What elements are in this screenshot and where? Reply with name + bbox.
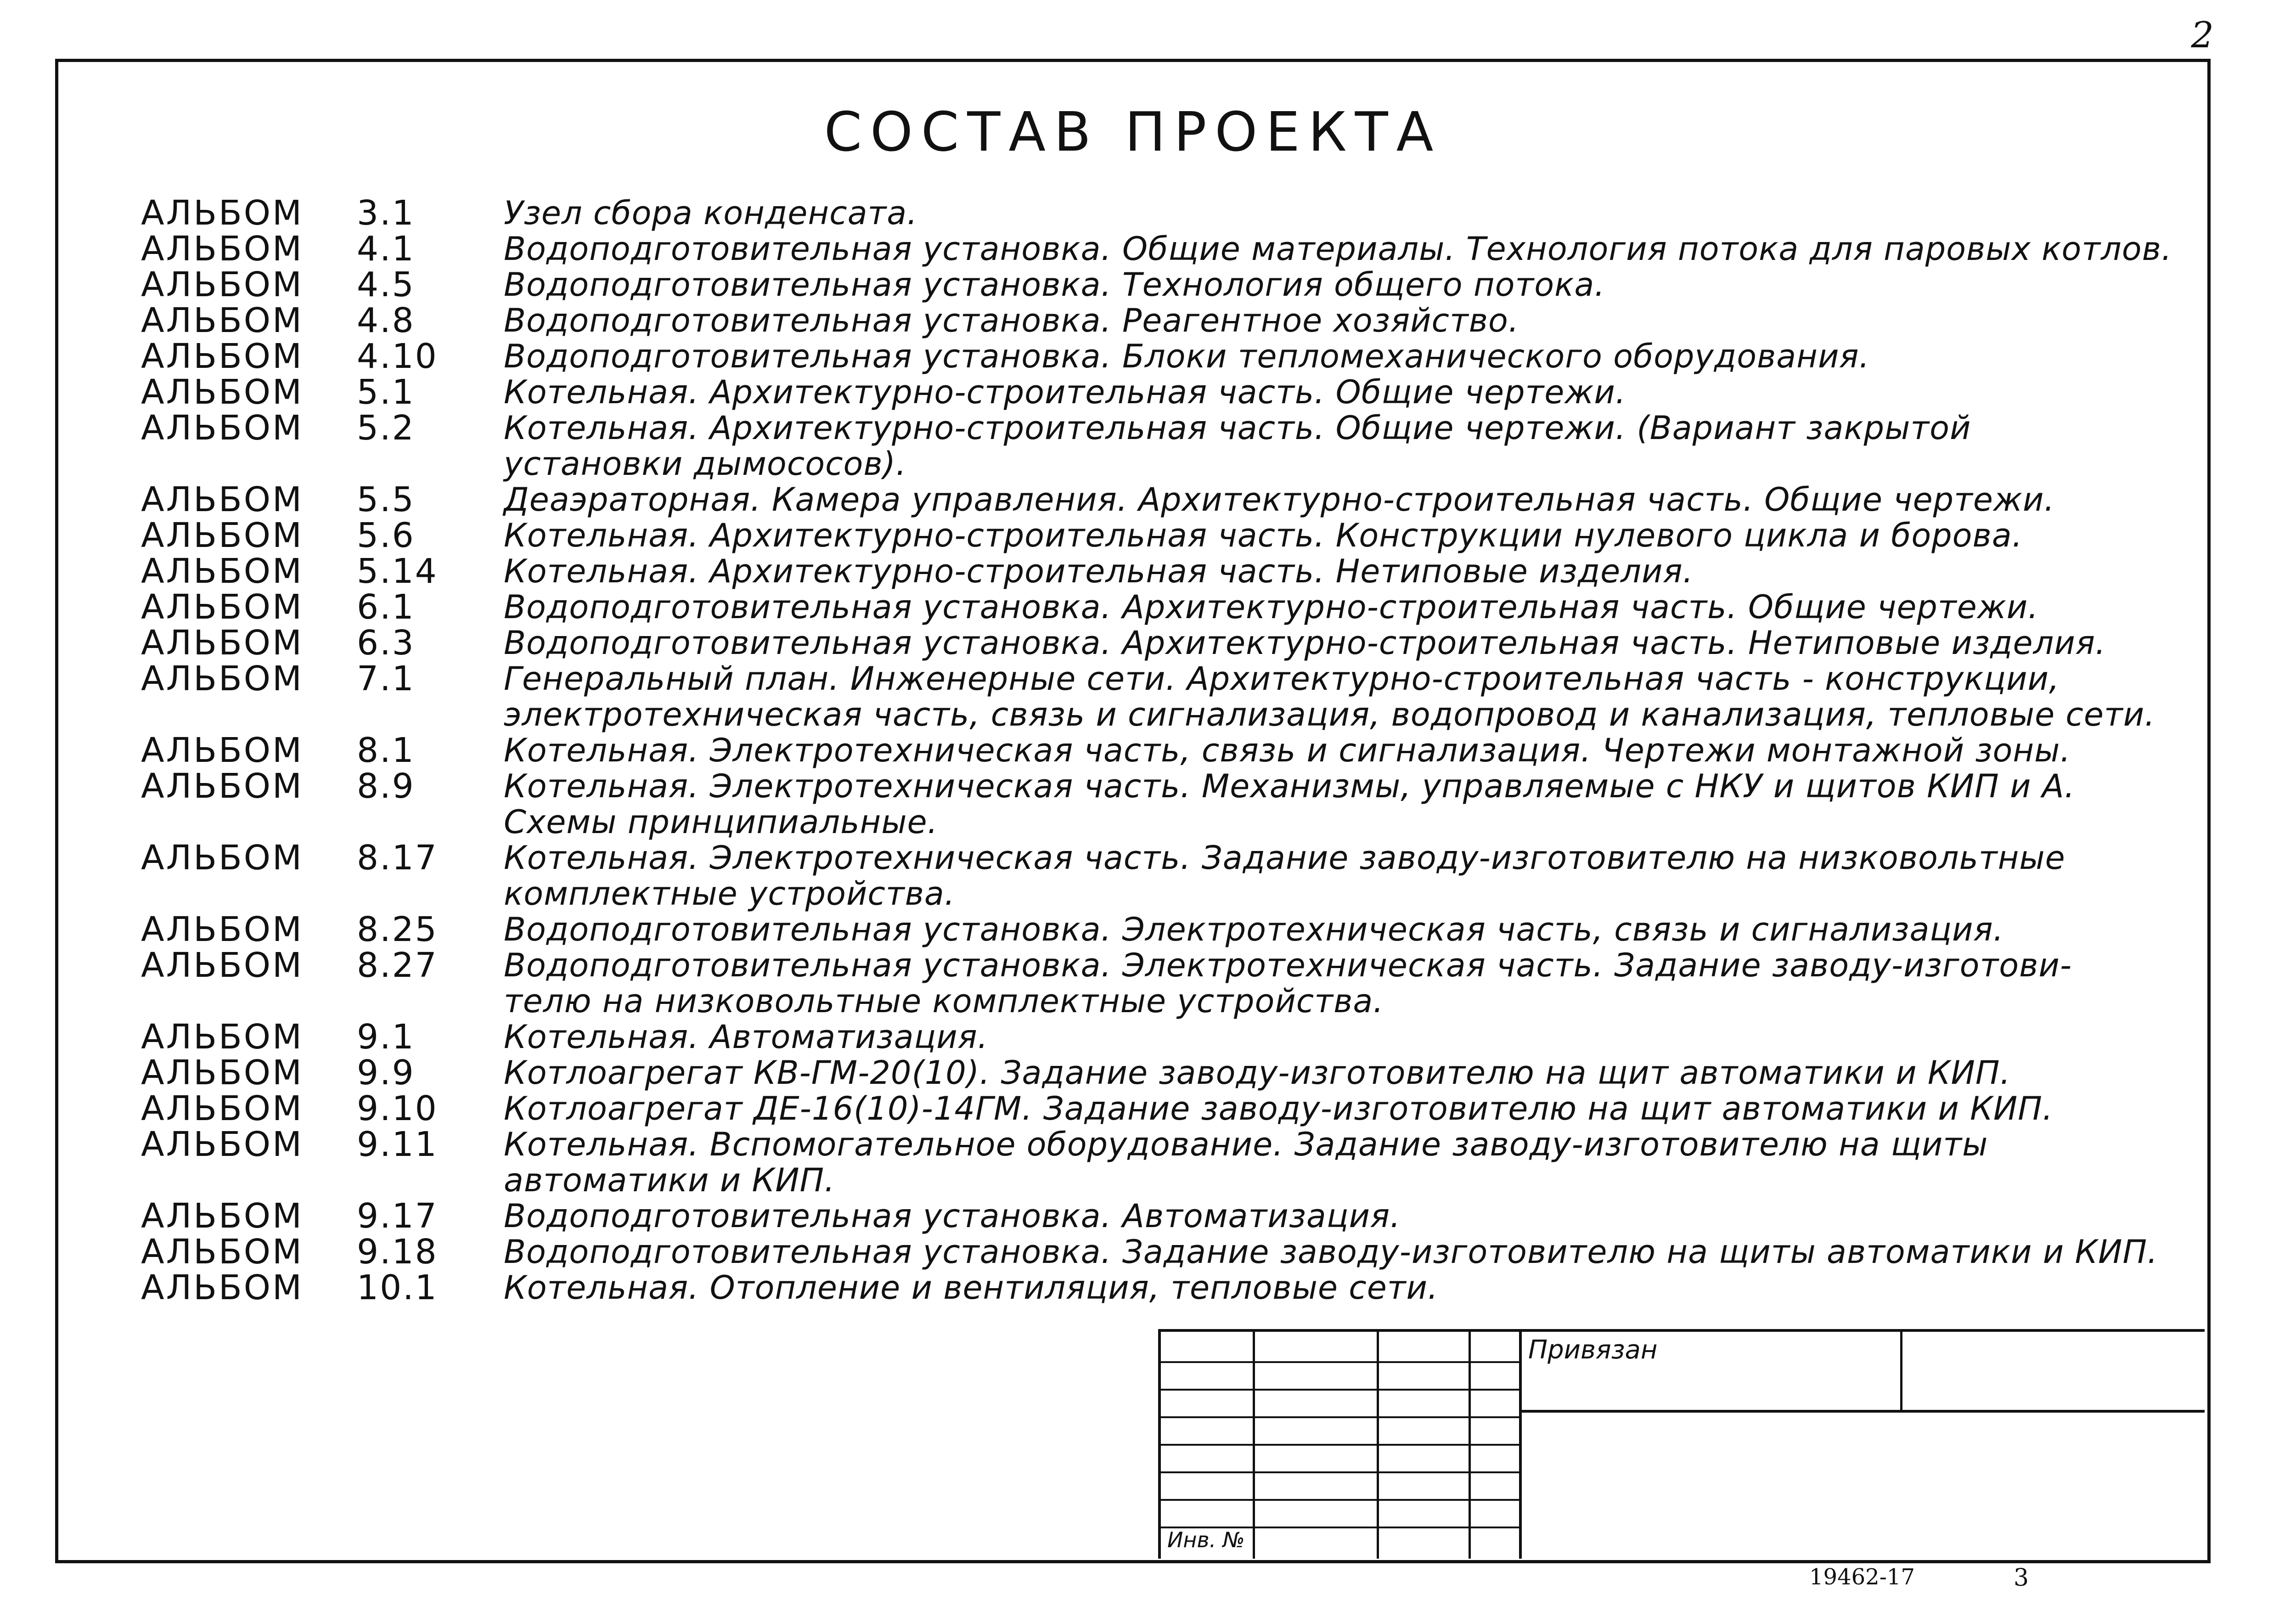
album-row (141, 410, 2194, 482)
document-code: 19462-17 (1809, 1564, 1915, 1590)
album-description-line: Водоподготовительная установка. Архитектурно-строительная часть. Нетиповые изделия. (504, 624, 2106, 662)
album-number: 5.2 (357, 408, 415, 448)
album-description (504, 1198, 2194, 1234)
album-description-line: телю на низковольтные комплектные устройства. (504, 982, 1384, 1020)
album-row (141, 625, 2194, 661)
album-description-line: Водоподготовительная установка. Блоки тепломеханического оборудования. (504, 338, 1870, 375)
album-label: АЛЬБОМ (141, 1017, 304, 1057)
album-number: 6.1 (357, 587, 415, 627)
album-description-line: Водоподготовительная установка. Электротехническая часть, связь и сигнализация. (504, 911, 2004, 948)
album-label: АЛЬБОМ (141, 1125, 304, 1164)
album-description (504, 840, 2194, 912)
album-description-line: Котельная. Отопление и вентиляция, тепловые сети. (504, 1269, 1439, 1307)
album-label: АЛЬБОМ (141, 552, 304, 591)
album-label: АЛЬБОМ (141, 1196, 304, 1236)
album-number: 3.1 (357, 193, 415, 233)
album-description (504, 1234, 2194, 1270)
album-row (141, 947, 2194, 1019)
album-row (141, 482, 2194, 518)
album-label: АЛЬБОМ (141, 480, 304, 519)
album-label: АЛЬБОМ (141, 337, 304, 376)
album-row (141, 1091, 2194, 1127)
album-description (504, 518, 2194, 553)
album-description (504, 553, 2194, 589)
grid-hline (1161, 1361, 1519, 1363)
album-description-line: Узел сбора конденсата. (504, 194, 918, 232)
album-number: 4.10 (357, 337, 438, 376)
album-description-line: Котлоагрегат КВ-ГМ-20(10). Задание заводу-изготовителю на щит автоматики и КИП. (504, 1054, 2011, 1092)
album-number: 9.10 (357, 1089, 438, 1128)
album-description (504, 338, 2194, 374)
album-row (141, 1127, 2194, 1198)
album-description-line: Генеральный план. Инженерные сети. Архитектурно-строительная часть - конструкции, (504, 660, 2060, 698)
album-description-line: Котельная. Электротехническая часть. Механизмы, управляемые с НКУ и щитов КИП и А. (504, 767, 2075, 805)
album-label: АЛЬБОМ (141, 910, 304, 949)
title-block-separator (1519, 1332, 1522, 1559)
album-label: АЛЬБОМ (141, 516, 304, 555)
album-number: 4.8 (357, 301, 415, 340)
album-row (141, 338, 2194, 374)
album-label: АЛЬБОМ (141, 1268, 304, 1307)
album-row (141, 1019, 2194, 1055)
album-description-line: установки дымососов). (504, 445, 907, 483)
album-description-line: Водоподготовительная установка. Электротехническая часть. Задание заводу-изготови- (504, 946, 2072, 984)
album-label: АЛЬБОМ (141, 587, 304, 627)
sheet-page-number: 3 (2014, 1564, 2029, 1592)
album-description-line: электротехническая часть, связь и сигнализация, водопровод и канализация, тепловые сети. (504, 696, 2155, 733)
album-description-line: Котельная. Архитектурно-строительная часть. Общие чертежи. (Вариант закрытой (504, 409, 1971, 447)
album-description-line: Котлоагрегат ДЕ-16(10)-14ГМ. Задание заводу-изготовителю на щит автоматики и КИП. (504, 1090, 2054, 1127)
album-description-line: Водоподготовительная установка. Автоматизация. (504, 1197, 1401, 1235)
album-row (141, 840, 2194, 912)
album-label: АЛЬБОМ (141, 623, 304, 663)
title-block-grid (1161, 1332, 1519, 1559)
album-description-line: Водоподготовительная установка. Реагентное хозяйство. (504, 302, 1519, 339)
album-description (504, 231, 2194, 267)
title-block-vline (1900, 1332, 1902, 1410)
album-label: АЛЬБОМ (141, 1232, 304, 1272)
album-label: АЛЬБОМ (141, 1053, 304, 1093)
album-number: 7.1 (357, 659, 415, 699)
page-number: 2 (2191, 15, 2214, 56)
album-description (504, 195, 2194, 231)
album-description-line: автоматики и КИП. (504, 1161, 835, 1199)
album-description (504, 625, 2194, 661)
album-label: АЛЬБОМ (141, 193, 304, 233)
album-number: 4.1 (357, 229, 415, 269)
album-number: 5.5 (357, 480, 415, 519)
album-description (504, 1019, 2194, 1055)
album-row (141, 732, 2194, 768)
album-description (504, 947, 2194, 1019)
album-description (504, 267, 2194, 303)
album-description (504, 1270, 2194, 1306)
grid-hline (1161, 1471, 1519, 1473)
album-number: 6.3 (357, 623, 415, 663)
album-description (504, 410, 2194, 482)
album-label: АЛЬБОМ (141, 301, 304, 340)
album-row (141, 768, 2194, 840)
album-description-line: Котельная. Архитектурно-строительная часть. Нетиповые изделия. (504, 552, 1694, 590)
album-number: 9.18 (357, 1232, 438, 1272)
album-number: 9.17 (357, 1196, 438, 1236)
album-description (504, 1091, 2194, 1127)
album-row (141, 661, 2194, 732)
album-description (504, 1055, 2194, 1091)
album-number: 5.6 (357, 516, 415, 555)
album-label: АЛЬБОМ (141, 946, 304, 985)
album-row (141, 231, 2194, 267)
album-description-line: Котельная. Архитектурно-строительная часть. Конструкции нулевого цикла и борова. (504, 517, 2023, 554)
album-description-line: Котельная. Автоматизация. (504, 1018, 988, 1056)
attached-label: Привязан (1528, 1335, 1658, 1365)
album-label: АЛЬБОМ (141, 731, 304, 770)
album-description (504, 1127, 2194, 1198)
album-row (141, 589, 2194, 625)
album-description (504, 661, 2194, 732)
album-description-line: Схемы принципиальные. (504, 803, 938, 841)
album-number: 5.14 (357, 552, 438, 591)
album-label: АЛЬБОМ (141, 1089, 304, 1128)
album-number: 4.5 (357, 265, 415, 304)
album-number: 10.1 (357, 1268, 438, 1307)
album-row (141, 912, 2194, 947)
album-row (141, 195, 2194, 231)
grid-hline (1161, 1444, 1519, 1446)
album-row (141, 1198, 2194, 1234)
album-description (504, 589, 2194, 625)
album-description-line: Водоподготовительная установка. Архитектурно-строительная часть. Общие чертежи. (504, 588, 2039, 626)
album-description-line: Деаэраторная. Камера управления. Архитектурно-строительная часть. Общие чертежи. (504, 481, 2055, 518)
album-description (504, 374, 2194, 410)
album-number: 8.25 (357, 910, 438, 949)
album-description-line: комплектные устройства. (504, 875, 956, 913)
album-description (504, 732, 2194, 768)
album-row (141, 553, 2194, 589)
album-description-line: Котельная. Архитектурно-строительная часть. Общие чертежи. (504, 373, 1626, 411)
title-block-hline (1519, 1410, 2205, 1413)
album-number: 8.1 (357, 731, 415, 770)
album-row (141, 518, 2194, 553)
album-label: АЛЬБОМ (141, 265, 304, 304)
album-description-line: Водоподготовительная установка. Задание заводу-изготовителю на щиты автоматики и КИП. (504, 1233, 2158, 1271)
album-description-line: Котельная. Электротехническая часть. Задание заводу-изготовителю на низковольтные (504, 839, 2065, 877)
album-number: 9.9 (357, 1053, 415, 1093)
album-row (141, 1055, 2194, 1091)
page-title: СОСТАВ ПРОЕКТА (824, 100, 1442, 163)
album-number: 9.11 (357, 1125, 438, 1164)
album-label: АЛЬБОМ (141, 229, 304, 269)
grid-hline (1161, 1416, 1519, 1418)
album-description-line: Котельная. Электротехническая часть, связь и сигнализация. Чертежи монтажной зоны. (504, 732, 2071, 769)
album-number: 8.9 (357, 766, 415, 806)
album-label: АЛЬБОМ (141, 372, 304, 412)
album-label: АЛЬБОМ (141, 766, 304, 806)
album-number: 9.1 (357, 1017, 415, 1057)
album-description (504, 912, 2194, 947)
album-description (504, 482, 2194, 518)
inventory-number-label: Инв. № (1167, 1527, 1245, 1552)
album-description (504, 303, 2194, 338)
album-label: АЛЬБОМ (141, 659, 304, 699)
title-block (1158, 1329, 2205, 1559)
album-row (141, 267, 2194, 303)
album-label: АЛЬБОМ (141, 838, 304, 878)
album-number: 8.27 (357, 946, 438, 985)
album-row (141, 303, 2194, 338)
album-list (141, 195, 2194, 1306)
album-description (504, 768, 2194, 840)
grid-hline (1161, 1499, 1519, 1501)
album-number: 8.17 (357, 838, 438, 878)
album-description-line: Водоподготовительная установка. Общие материалы. Технология потока для паровых котлов. (504, 230, 2172, 268)
album-row (141, 1270, 2194, 1306)
album-description-line: Котельная. Вспомогательное оборудование. Задание заводу-изготовителю на щиты (504, 1126, 1988, 1163)
album-number: 5.1 (357, 372, 415, 412)
album-label: АЛЬБОМ (141, 408, 304, 448)
album-row (141, 374, 2194, 410)
grid-hline (1161, 1389, 1519, 1391)
album-row (141, 1234, 2194, 1270)
album-description-line: Водоподготовительная установка. Технология общего потока. (504, 266, 1605, 304)
